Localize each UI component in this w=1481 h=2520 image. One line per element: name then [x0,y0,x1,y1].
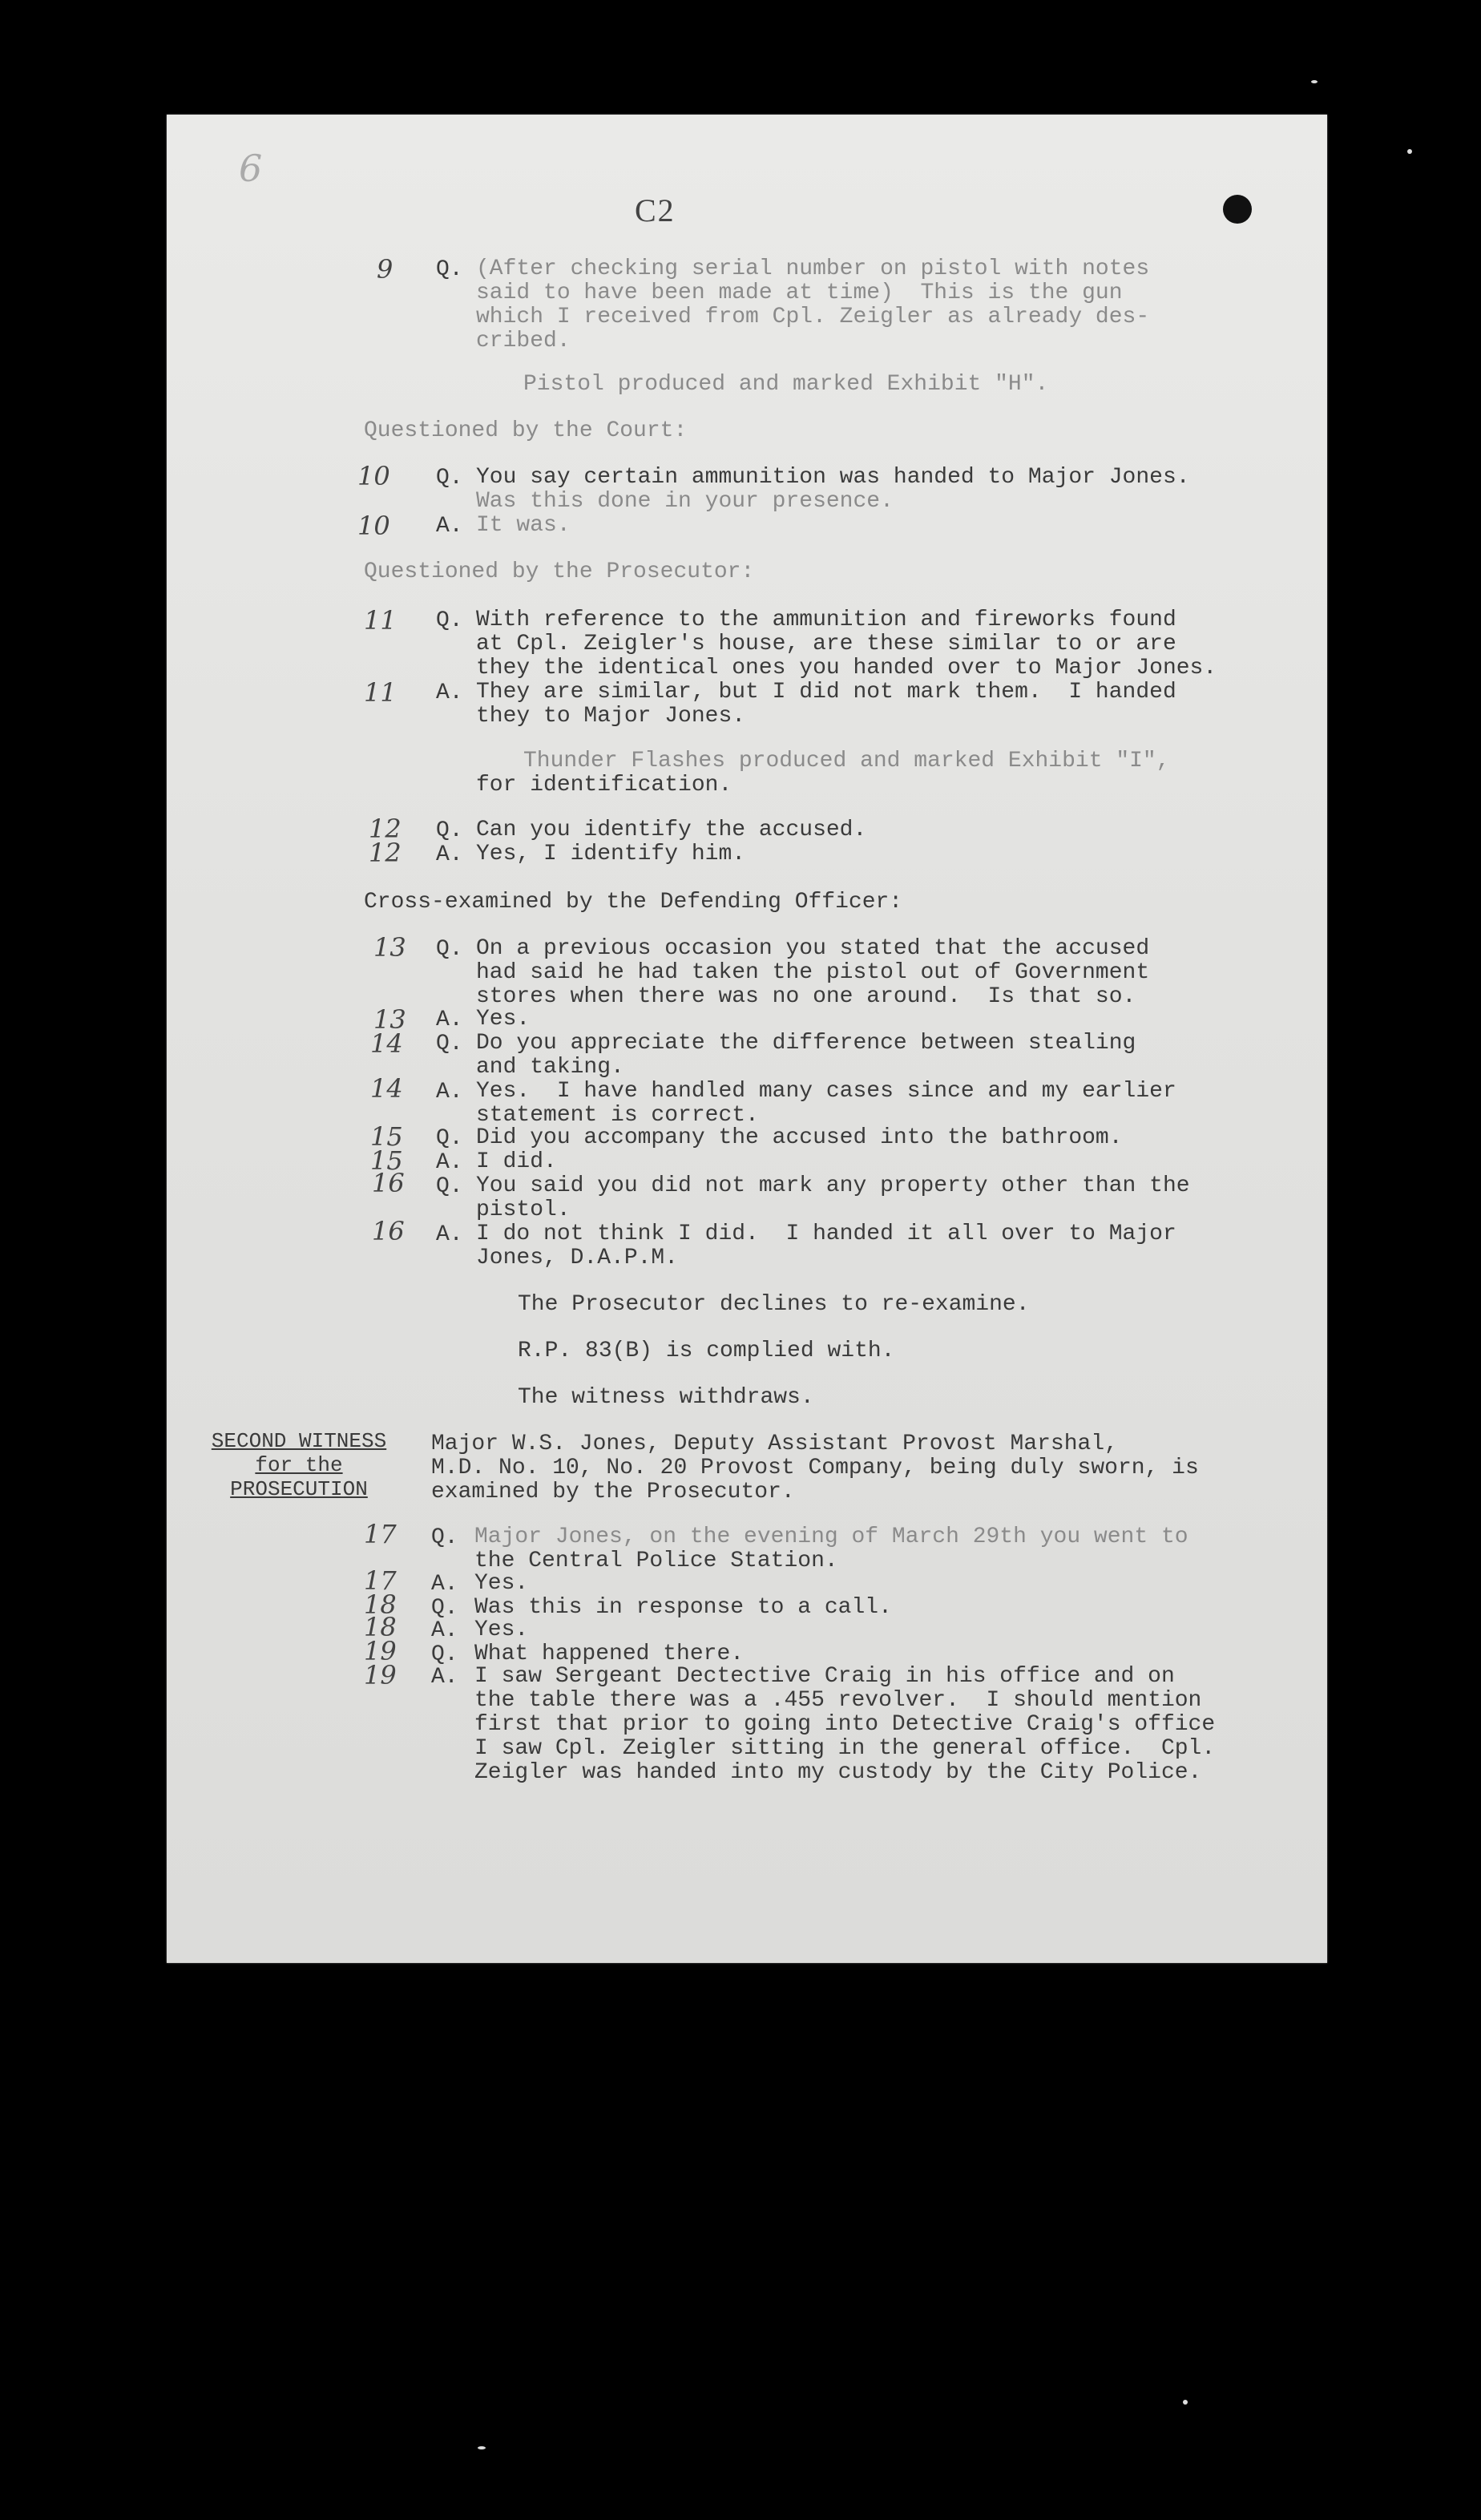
qa-marker: Q. [431,1596,458,1621]
answer-number: 11 [364,677,397,708]
answer-number: 19 [364,1660,397,1690]
procedural-note: The witness withdraws. [518,1385,814,1410]
scan-speck [1311,80,1318,83]
qa-marker: Q. [436,257,463,282]
text-line: stores when there was no one around. Is that so. [476,984,1136,1009]
qa-marker: A. [431,1618,458,1643]
text-line: they the identical ones you handed over to Major Jones. [476,656,1217,680]
qa-marker: A. [436,1222,463,1247]
text-line: said to have been made at time) This is the gun [476,281,1123,305]
answer-number: 14 [370,1073,403,1104]
scan-speck [1407,149,1412,154]
text-line: It was. [476,513,571,538]
answer-number: 15 [370,1145,403,1176]
witness-text: M.D. No. 10, No. 20 Provost Company, being duly sworn, is [431,1456,1199,1480]
question-number: 17 [364,1519,397,1549]
text-line: first that prior to going into Detective Craig's office [474,1712,1216,1737]
text-line: they to Major Jones. [476,704,746,729]
text-line: Do you appreciate the difference between stealing [476,1031,1136,1056]
text-line: They are similar, but I did not mark them. I handed [476,680,1176,705]
text-line: You said you did not mark any property other than the [476,1173,1190,1198]
text-line: Jones, D.A.P.M. [476,1246,679,1270]
exhibit-note: for identification. [476,773,732,798]
qa-marker: Q. [436,466,463,491]
scan-speck [478,2446,486,2449]
text-line: pistol. [476,1197,571,1222]
qa-marker: Q. [436,1126,463,1151]
procedural-note: R.P. 83(B) is complied with. [518,1339,895,1363]
punch-hole [1223,195,1252,224]
witness-label: SECOND WITNESS [211,1429,387,1453]
qa-marker: A. [436,680,463,705]
qa-marker: A. [431,1665,458,1690]
text-line: had said he had taken the pistol out of Government [476,960,1150,985]
answer-number: 13 [373,1004,406,1035]
text-line: You say certain ammunition was handed to Major Jones. [476,465,1190,490]
question-number: 16 [372,1168,405,1198]
qa-marker: A. [436,514,463,539]
witness-text: Major W.S. Jones, Deputy Assistant Provost Marshal, [431,1432,1118,1456]
qa-marker: Q. [436,818,463,843]
qa-marker: Q. [436,937,463,962]
text-line: I did. [476,1149,557,1174]
text-line: Can you identify the accused. [476,818,867,842]
question-number: 14 [370,1028,403,1059]
answer-number: 12 [369,838,402,868]
question-number: 9 [377,254,393,285]
text-line: which I received from Cpl. Zeigler as already des- [476,305,1150,329]
question-number: 13 [373,932,406,963]
qa-marker: Q. [436,608,463,633]
witness-text: examined by the Prosecutor. [431,1480,795,1504]
text-line: Was this done in your presence. [476,489,894,514]
text-line: I saw Sergeant Dectective Craig in his office and on [474,1664,1175,1689]
qa-marker: A. [436,842,463,867]
question-number: 15 [370,1121,403,1152]
text-line: Yes. [474,1571,529,1596]
text-line: and taking. [476,1055,624,1080]
text-line: Yes. [474,1617,529,1642]
text-line: Yes, I identify him. [476,842,746,866]
text-line: the table there was a .455 revolver. I should mention [474,1688,1202,1713]
qa-marker: A. [436,1008,463,1032]
page-number: C2 [635,192,676,228]
text-line: With reference to the ammunition and fireworks found [476,608,1176,632]
text-line: at Cpl. Zeigler's house, are these similar to or are [476,632,1176,656]
qa-marker: A. [436,1080,463,1105]
section-heading: Questioned by the Court: [364,418,688,443]
text-line: (After checking serial number on pistol with notes [476,256,1150,281]
exhibit-note: Thunder Flashes produced and marked Exhibit "I", [523,749,1170,773]
question-number: 18 [364,1589,397,1620]
question-number: 19 [364,1636,397,1666]
witness-label: for the [255,1453,343,1477]
document-page [167,115,1327,1963]
question-number: 11 [364,605,397,636]
answer-number: 10 [357,511,390,541]
qa-marker: Q. [436,1174,463,1199]
text-line: Did you accompany the accused into the bathroom. [476,1125,1123,1150]
scan-speck [1183,2400,1188,2405]
text-line: the Central Police Station. [474,1549,838,1573]
qa-marker: Q. [431,1642,458,1667]
text-line: Yes. I have handled many cases since and my earlier [476,1079,1176,1104]
section-heading: Questioned by the Prosecutor: [364,559,755,584]
answer-number: 17 [364,1565,397,1596]
text-line: Was this in response to a call. [474,1595,892,1620]
text-line: What happened there. [474,1642,745,1666]
exhibit-note: Pistol produced and marked Exhibit "H". [523,372,1049,397]
qa-marker: A. [431,1572,458,1597]
corner-mark: 6 [239,147,263,190]
text-line: I saw Cpl. Zeigler sitting in the general office. Cpl. [474,1736,1216,1761]
text-line: statement is correct. [476,1103,759,1128]
qa-marker: A. [436,1150,463,1175]
text-line: Major Jones, on the evening of March 29th you went to [474,1525,1188,1549]
text-line: On a previous occasion you stated that the accused [476,936,1150,961]
qa-marker: Q. [436,1032,463,1056]
witness-label: PROSECUTION [230,1477,368,1501]
question-number: 10 [357,461,390,491]
section-heading: Cross-examined by the Defending Officer: [364,890,903,915]
answer-number: 18 [364,1612,397,1642]
answer-number: 16 [372,1216,405,1246]
text-line: Yes. [476,1007,531,1032]
text-line: Zeigler was handed into my custody by the City Police. [474,1760,1202,1785]
text-line: I do not think I did. I handed it all over to Major [476,1222,1176,1246]
qa-marker: Q. [431,1525,458,1550]
procedural-note: The Prosecutor declines to re-examine. [518,1292,1030,1317]
text-line: cribed. [476,329,571,353]
question-number: 12 [369,814,402,844]
